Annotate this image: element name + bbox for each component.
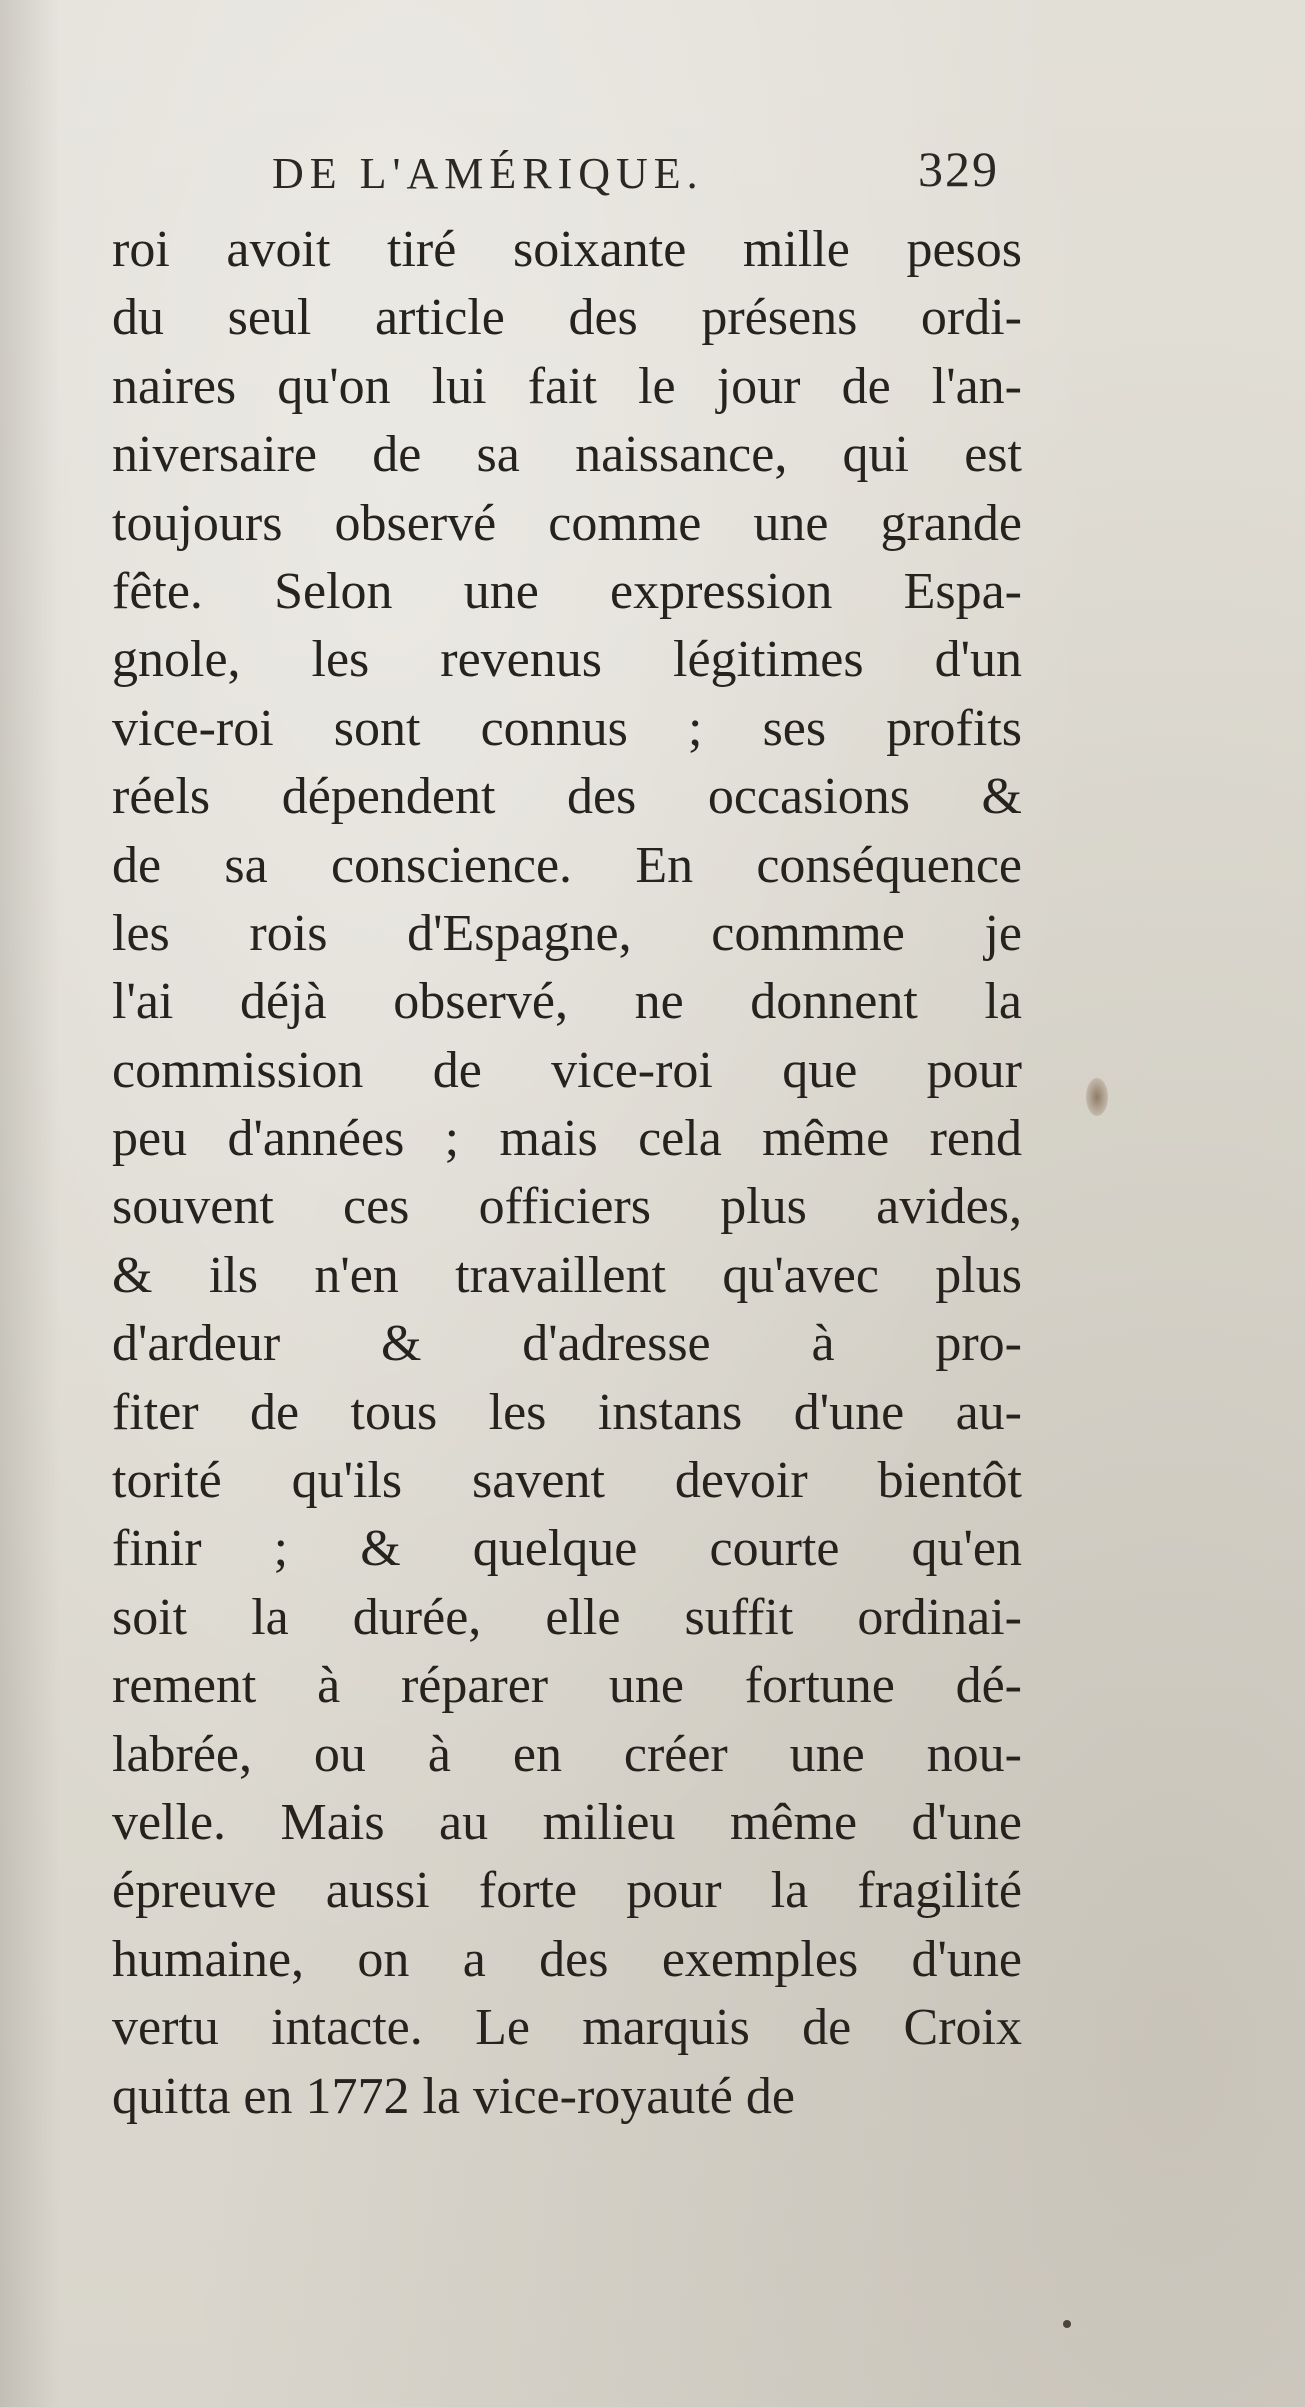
- text-line: vice-roi sont connus ; ses profits: [112, 699, 1022, 757]
- paper-speck: [1063, 2320, 1071, 2328]
- text-line: quitta en 1772 la vice-royauté de: [112, 2067, 795, 2125]
- text-line: réels dépendent des occasions &: [112, 768, 1022, 826]
- text-line: vertu intacte. Le marquis de Croix: [112, 1999, 1022, 2057]
- text-line: & ils n'en travaillent qu'avec plus: [112, 1246, 1022, 1304]
- text-line: d'ardeur & d'adresse à pro-: [112, 1315, 1022, 1373]
- text-line: fête. Selon une expression Espa-: [112, 562, 1022, 620]
- text-line: rement à réparer une fortune dé-: [112, 1657, 1022, 1715]
- text-line: du seul article des présens ordi-: [112, 289, 1022, 347]
- text-line: l'ai déjà observé, ne donnent la: [112, 973, 1022, 1031]
- text-line: épreuve aussi forte pour la fragilité: [112, 1862, 1022, 1920]
- text-line: commission de vice-roi que pour: [112, 1041, 1022, 1099]
- text-line: humaine, on a des exemples d'une: [112, 1930, 1022, 1988]
- text-line: fiter de tous les instans d'une au-: [112, 1383, 1022, 1441]
- text-line: souvent ces officiers plus avides,: [112, 1178, 1022, 1236]
- page-gutter-shadow: [0, 0, 60, 2407]
- text-line: les rois d'Espagne, commme je: [112, 904, 1022, 962]
- text-line: de sa conscience. En conséquence: [112, 836, 1022, 894]
- text-line: velle. Mais au milieu même d'une: [112, 1793, 1022, 1851]
- running-head: DE L'AMÉRIQUE.: [272, 149, 704, 198]
- text-line: torité qu'ils savent devoir bientôt: [112, 1452, 1022, 1510]
- text-line: naires qu'on lui fait le jour de l'an-: [112, 357, 1022, 415]
- ink-smudge: [1086, 1078, 1108, 1116]
- text-line: finir ; & quelque courte qu'en: [112, 1520, 1022, 1578]
- text-line: roi avoit tiré soixante mille pesos: [112, 221, 1022, 278]
- page-number: 329: [918, 141, 999, 197]
- text-line: toujours observé comme une grande: [112, 494, 1022, 552]
- text-line: gnole, les revenus légitimes d'un: [112, 631, 1022, 689]
- text-line: soit la durée, elle suffit ordinai-: [112, 1588, 1022, 1646]
- text-line: niversaire de sa naissance, qui est: [112, 426, 1022, 484]
- body-text: [112, 216, 1022, 2131]
- text-line: labrée, ou à en créer une nou-: [112, 1725, 1022, 1783]
- text-line: peu d'années ; mais cela même rend: [112, 1110, 1022, 1168]
